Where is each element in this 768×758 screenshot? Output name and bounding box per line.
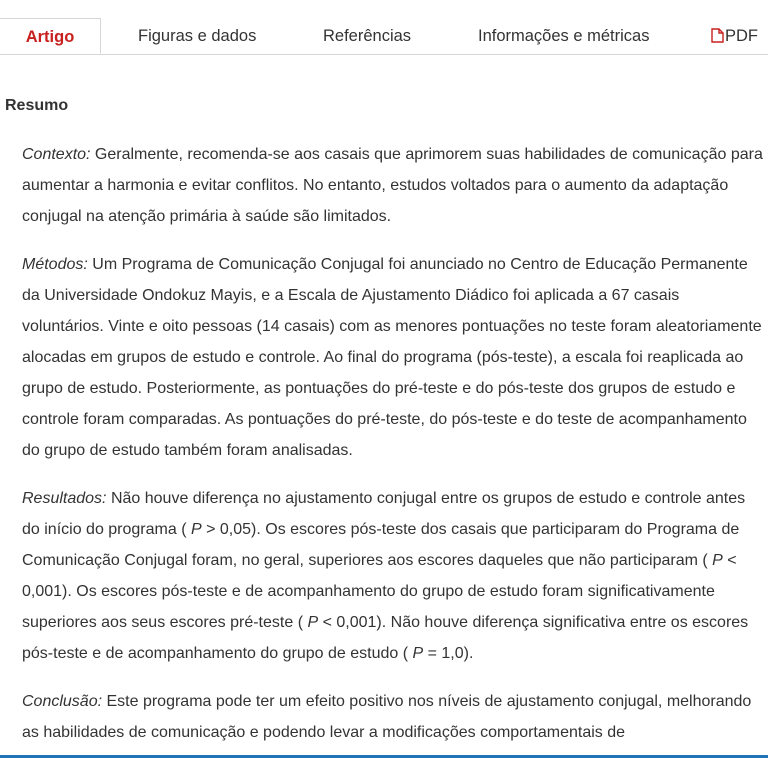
- p-value-symbol: P: [190, 521, 202, 538]
- p-value-symbol: P: [307, 614, 319, 631]
- text-conclusao: Este programa pode ter um efeito positivo nos níveis de ajustamento conjugal, melhorando as habilidades de comunicação e podendo levar a modificações comportamentais de: [22, 693, 752, 741]
- article-tabs: [0, 0, 768, 55]
- tab-referencias[interactable]: Referências: [323, 27, 412, 45]
- tab-pdf[interactable]: [711, 18, 758, 54]
- label-contexto: Contexto:: [22, 146, 91, 163]
- abstract-paragraph-contexto: [22, 139, 764, 232]
- text-contexto: Geralmente, recomenda-se aos casais que aprimorem suas habilidades de comunicação para aumentar a harmonia e evitar conflitos. No entanto, estudos voltados para o aumento da adaptação conjugal na atenção primária à saúde são limitados.: [22, 146, 763, 225]
- tab-figuras-e-dados[interactable]: Figuras e dados: [138, 27, 257, 45]
- text-resultados-3: < 0,001). Os escores pós-teste e de acompanhamento do grupo de estudo foram significativamente superiores aos seus escores pré-teste (: [22, 552, 737, 631]
- text-resultados-5: = 1,0).: [423, 645, 474, 662]
- p-value-symbol: P: [412, 645, 424, 662]
- tab-artigo[interactable]: Artigo: [0, 18, 101, 54]
- label-conclusao: Conclusão:: [22, 693, 103, 710]
- text-metodos: Um Programa de Comunicação Conjugal foi anunciado no Centro de Educação Permanente da Universidade Ondokuz Mayis, e a Escala de Ajustamento Diádico foi aplicada a 67 casais voluntários. Vinte e oito pessoas (14 casais) com as menores pontuações no teste foram aleatoriamente alocadas em grupos de estudo e controle. Ao final do programa (pós-teste), a escala foi reaplicada ao grupo de estudo. Posteriormente, as pontuações do pré-teste e do pós-teste dos grupos de estudo e controle foram comparadas. As pontuações do pré-teste, do pós-teste e do teste de acompanhamento do grupo de estudo também foram analisadas.: [22, 256, 762, 459]
- label-metodos: Métodos:: [22, 256, 88, 273]
- text-resultados-2: > 0,05). Os escores pós-teste dos casais que participaram do Programa de Comunicação Conjugal foram, no geral, superiores aos escores daqueles que não participaram (: [22, 521, 740, 569]
- abstract-paragraph-conclusao: [22, 686, 764, 748]
- p-value-symbol: P: [712, 552, 723, 569]
- pdf-file-icon: [711, 20, 724, 56]
- abstract-paragraph-resultados: [22, 483, 764, 669]
- tab-pdf-label: PDF: [725, 27, 758, 45]
- abstract-body: [22, 139, 764, 758]
- label-resultados: Resultados:: [22, 490, 107, 507]
- text-resultados-4: < 0,001). Não houve diferença significativa entre os escores pós-teste e de acompanhamento do grupo de estudo (: [22, 614, 749, 662]
- section-title-resumo: Resumo: [5, 97, 69, 114]
- abstract-paragraph-metodos: [22, 249, 764, 466]
- tab-informacoes-e-metricas[interactable]: Informações e métricas: [478, 27, 650, 45]
- text-resultados-1: Não houve diferença no ajustamento conjugal entre os grupos de estudo e controle antes do início do programa (: [22, 490, 746, 538]
